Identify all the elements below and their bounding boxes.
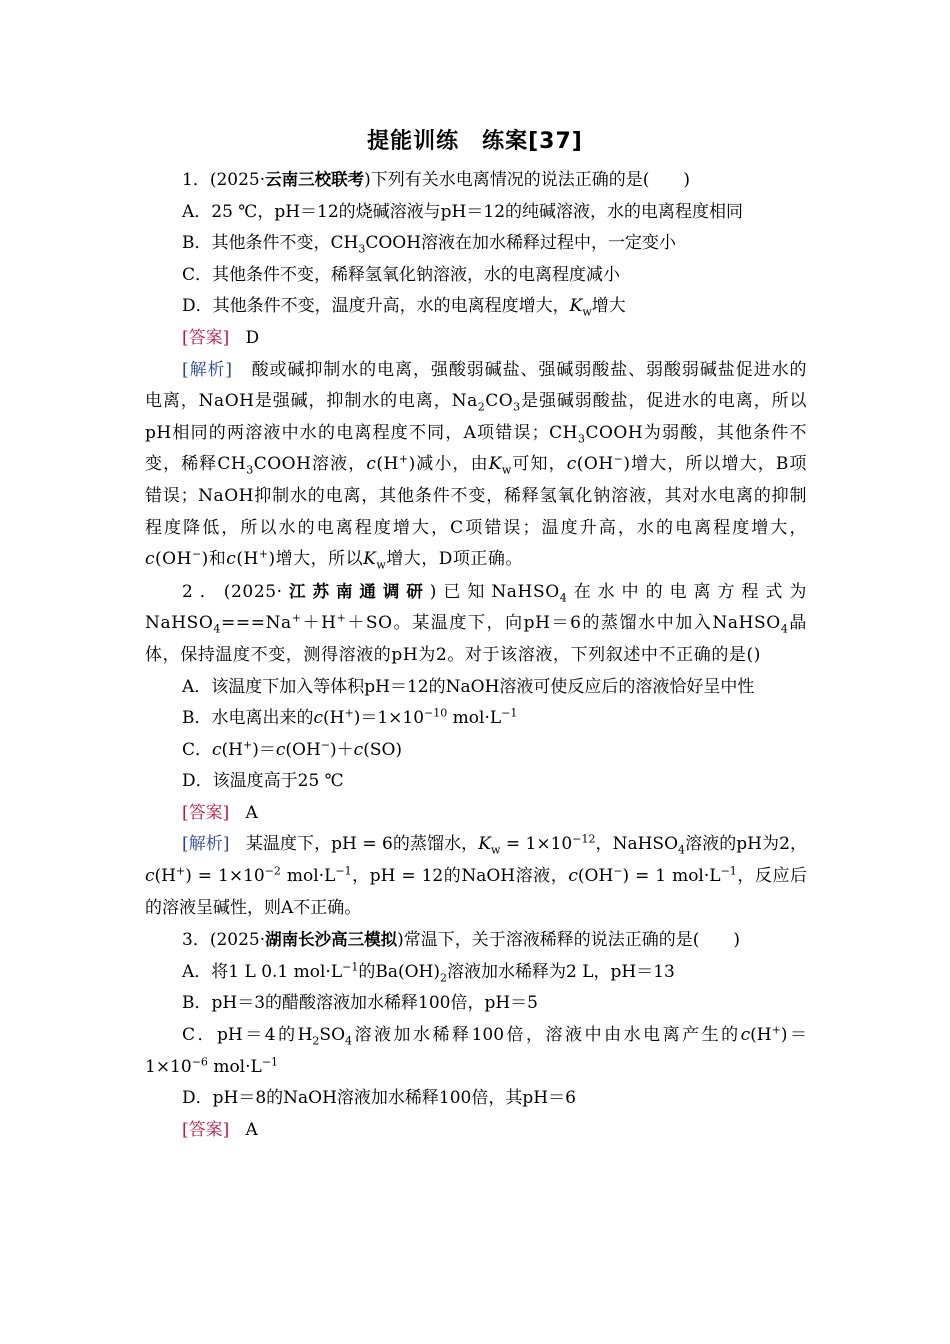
sup: + — [771, 1023, 781, 1037]
sub: 4 — [345, 1034, 353, 1048]
q2-stem — [145, 576, 807, 672]
symbol: c — [353, 739, 364, 760]
q3-c-text: C．pH＝4的H — [182, 1025, 313, 1046]
sup: + — [336, 611, 347, 625]
answer-label: [答案] — [182, 1119, 230, 1140]
exp-text: 2， — [779, 834, 807, 855]
q2-stem-text: 保持温度不变，测得溶液的pH为2。对于该溶液，下列叙述中不正确的是( — [180, 644, 754, 665]
symbol: c — [568, 866, 578, 887]
q1-b-text2: COOH溶液在加水稀释过程中，一定变小 — [365, 233, 677, 254]
sub: 2 — [477, 400, 486, 414]
q1-option-b — [145, 228, 807, 260]
sup: −1 — [501, 706, 518, 720]
sup: + — [176, 864, 186, 878]
symbol: c — [226, 549, 237, 570]
q2-stem-text: NaHSO — [145, 613, 214, 634]
q2-stem-text: ===Na — [221, 613, 292, 634]
symbol: c — [740, 1025, 751, 1046]
q2-c-text: (OH — [285, 739, 321, 760]
exp-text: COOH溶液， — [253, 454, 367, 475]
q2-stem-text: 在水中的电离方程式为 — [567, 581, 807, 602]
exp-text: COOH为弱 — [585, 422, 681, 443]
symbol: c — [212, 739, 222, 760]
answer-label: [答案] — [182, 802, 230, 823]
q3-option-c — [145, 1020, 807, 1083]
q2-num: 2． — [182, 581, 224, 602]
sup: + — [344, 706, 354, 720]
sup: −1 — [261, 1054, 279, 1068]
q2-stem-text: 晶体， — [145, 613, 808, 665]
q2-b-text: (H — [323, 708, 345, 729]
exp-text: (OH — [577, 866, 614, 887]
exp-text: (OH — [155, 549, 192, 570]
q3-option-b: B．pH＝3的醋酸溶液加水稀释100倍，pH＝5 — [182, 993, 538, 1014]
q2-c-text: )＋ — [330, 739, 354, 760]
q2-stem-text: ＋SO。某温度下，向pH＝6的蒸馏水中加入NaHSO — [346, 613, 781, 634]
sub: w — [501, 463, 512, 477]
sub: w — [490, 843, 501, 857]
exp-text: )增大，所以 — [268, 549, 364, 570]
q2-c-text: C． — [182, 739, 213, 760]
symbol: K — [478, 834, 491, 855]
exp-text: 钠溶液，其对水电离的抑制程度降低，所以水的电离程度增大，C项错误；温 — [145, 485, 808, 538]
sup: + — [243, 738, 253, 752]
q3-srcname: 湖南长沙高三模拟 — [265, 930, 398, 950]
q2-option-b — [145, 703, 807, 735]
q2-answer — [145, 798, 807, 830]
q1-answer — [145, 323, 807, 355]
q2-a-text: A．该温度下加入等体积pH＝12的NaOH溶液可使反应后的溶液恰好呈中 — [182, 676, 738, 697]
q3-stem — [145, 924, 807, 957]
exp-text: 度升高，水的电离程度增大， — [560, 517, 808, 538]
sub: 3 — [577, 432, 586, 446]
q2-option-d: D．该温度高于25 ℃ — [182, 771, 344, 792]
symbol: c — [145, 549, 156, 570]
q2-c-text: (H — [221, 739, 244, 760]
exp-text: 大，所以增大，B项错误；NaOH抑制水的电离，其他条件不变，稀释氢氧化 — [145, 454, 807, 506]
exp-text: ，pH = 12的NaOH溶液， — [351, 866, 569, 887]
q2-a-text2: 性 — [737, 676, 755, 697]
exp-text: )和 — [201, 549, 227, 570]
q3-answer — [145, 1115, 807, 1147]
sub: 2 — [312, 1034, 320, 1048]
sub: 4 — [213, 622, 222, 636]
q3-c-text: 1×10 — [145, 1056, 192, 1077]
sub: 4 — [559, 591, 568, 605]
answer-value: D — [245, 327, 260, 348]
q3-a-text: 的Ba(OH) — [358, 961, 440, 982]
exp-text: = 1×10 — [500, 834, 573, 855]
q2-option-a — [145, 672, 807, 704]
exp-text: 进水的电离，NaOH是强碱，抑制水的电离，Na — [145, 359, 808, 412]
sup: + — [291, 611, 302, 625]
sup: − — [613, 452, 624, 466]
q1-option-a: A．25 ℃，pH＝12的烧碱溶液与pH＝12的纯碱溶液，水的电离程度相同 — [182, 201, 744, 222]
symbol: c — [145, 866, 155, 887]
exp-text: 电离，所以pH相同的两溶液中水的电离程度不同，A项错误；CH — [145, 391, 808, 443]
q3-c-text: (H — [750, 1025, 772, 1046]
exp-text: 溶液的pH为 — [685, 834, 780, 855]
q3-c-text: mol·L — [213, 1056, 262, 1077]
q1-b-text: B．其他条件不变，CH — [182, 233, 359, 254]
sup: −1 — [342, 960, 359, 974]
sup: −10 — [424, 706, 448, 720]
sup: −12 — [572, 832, 596, 846]
q3-option-a — [145, 957, 807, 989]
q1-explanation — [145, 355, 807, 576]
exp-text: ，NaHSO — [595, 834, 679, 855]
symbol: K — [569, 296, 583, 317]
document-body — [145, 164, 807, 1146]
q2-b-text: mol·L — [452, 708, 502, 729]
sup: − — [191, 547, 202, 561]
q2-c-text: )＝ — [252, 739, 276, 760]
sup: + — [258, 547, 269, 561]
q1-stem — [145, 164, 807, 197]
q1-option-c: C．其他条件不变，稀释氢氧化钠溶液，水的电离程度减小 — [182, 264, 621, 285]
symbol: c — [566, 454, 577, 475]
q3-option-d: D．pH＝8的NaOH溶液加水稀释100倍，其pH＝6 — [182, 1088, 576, 1109]
exp-text: (H — [154, 866, 176, 887]
q3-a-text: 溶液加水稀释为2 L，pH＝13 — [447, 961, 675, 982]
sub: 3 — [513, 400, 521, 414]
sup: −6 — [191, 1054, 208, 1068]
exp-text: (H — [236, 549, 259, 570]
exp-text: ) = 1×10 — [185, 866, 265, 887]
q1-stem-text: )下列有关水电离情况的说法正确的是( ) — [364, 170, 691, 190]
exp-text: )减小，由 — [408, 454, 489, 475]
sup: −1 — [720, 864, 737, 878]
sup: − — [320, 738, 331, 752]
answer-value: A — [245, 1119, 258, 1140]
exp-text: )增 — [623, 454, 650, 475]
exp-text: 后的溶液呈碱性，则A不正确。 — [145, 866, 808, 918]
sup: + — [398, 452, 409, 466]
q1-option-d — [145, 291, 807, 323]
page-title: 提能训练 练案[37] — [367, 129, 583, 154]
q1-d-text2: 增大 — [591, 296, 626, 317]
q3-c-text: )＝ — [780, 1025, 808, 1046]
exp-text: 可知， — [511, 454, 567, 475]
q2-stem-text: ) — [753, 644, 761, 665]
q3-a-text: A．将1 L 0.1 mol·L — [182, 961, 343, 982]
exp-text: (OH — [576, 454, 614, 475]
explanation-label: [解析] — [182, 834, 230, 855]
sub: w — [376, 558, 387, 572]
symbol: c — [275, 739, 286, 760]
q2-stem-text: ＋H — [301, 613, 337, 634]
answer-label: [答案] — [182, 327, 230, 348]
exp-text: ，反应 — [736, 866, 791, 887]
q1-srcname: 云南三校联考 — [265, 170, 365, 189]
symbol: K — [488, 454, 502, 475]
q2-stem-text: )已知NaHSO — [429, 581, 560, 602]
sub: 3 — [246, 463, 254, 477]
sub: 4 — [780, 622, 789, 636]
sup: −1 — [335, 864, 352, 878]
sup: −2 — [264, 864, 281, 878]
q3-stem-text: )常温下，关于溶液稀释的说法正确的是( ) — [397, 930, 741, 951]
q3-c-text: 溶液加水稀释100倍，溶液中由水电离产生的 — [352, 1025, 741, 1046]
q3-num: 3． — [182, 930, 210, 951]
exp-text: mol·L — [286, 866, 336, 887]
q2-option-c — [145, 735, 807, 767]
sub: 2 — [440, 971, 447, 985]
q2-b-text: )＝1×10 — [353, 708, 425, 729]
exp-text: (H — [376, 454, 399, 475]
q3-c-text: SO — [319, 1025, 346, 1046]
q2-srcname: 江苏南通调研 — [282, 581, 430, 601]
explanation-label: [解析] — [182, 359, 233, 380]
q2-src: (2025· — [223, 581, 283, 602]
answer-value: A — [245, 802, 258, 823]
exp-text: ) = 1 mol·L — [622, 866, 721, 887]
symbol: c — [366, 454, 377, 475]
exp-text: 酸或碱抑制水的电离，强酸弱碱盐、强碱弱酸盐、弱酸弱碱盐促 — [251, 359, 754, 380]
q2-c-text: (SO) — [363, 739, 403, 760]
q1-num: 1． — [182, 170, 210, 190]
exp-text: 某温度下，pH = 6的蒸馏水， — [245, 834, 479, 855]
q1-src: (2025· — [209, 170, 266, 190]
sup: − — [613, 864, 623, 878]
exp-text: CO — [485, 391, 514, 412]
symbol: K — [363, 549, 377, 570]
symbol: c — [313, 708, 324, 729]
q2-b-text: B．水电离出来的 — [182, 708, 314, 729]
sub: 4 — [678, 843, 686, 857]
exp-text: 增大，D项正确。 — [386, 549, 523, 570]
exp-text: 是强碱弱酸盐，促进水的 — [520, 391, 718, 412]
q3-src: (2025· — [209, 930, 266, 951]
sub: 3 — [358, 242, 366, 256]
q1-d-text: D．其他条件不变，温度升高，水的电离程度增大， — [182, 296, 570, 317]
sub: w — [582, 305, 592, 319]
exp-text: 酸，其他条件不变，稀释CH — [145, 422, 807, 475]
q2-explanation — [145, 829, 807, 924]
